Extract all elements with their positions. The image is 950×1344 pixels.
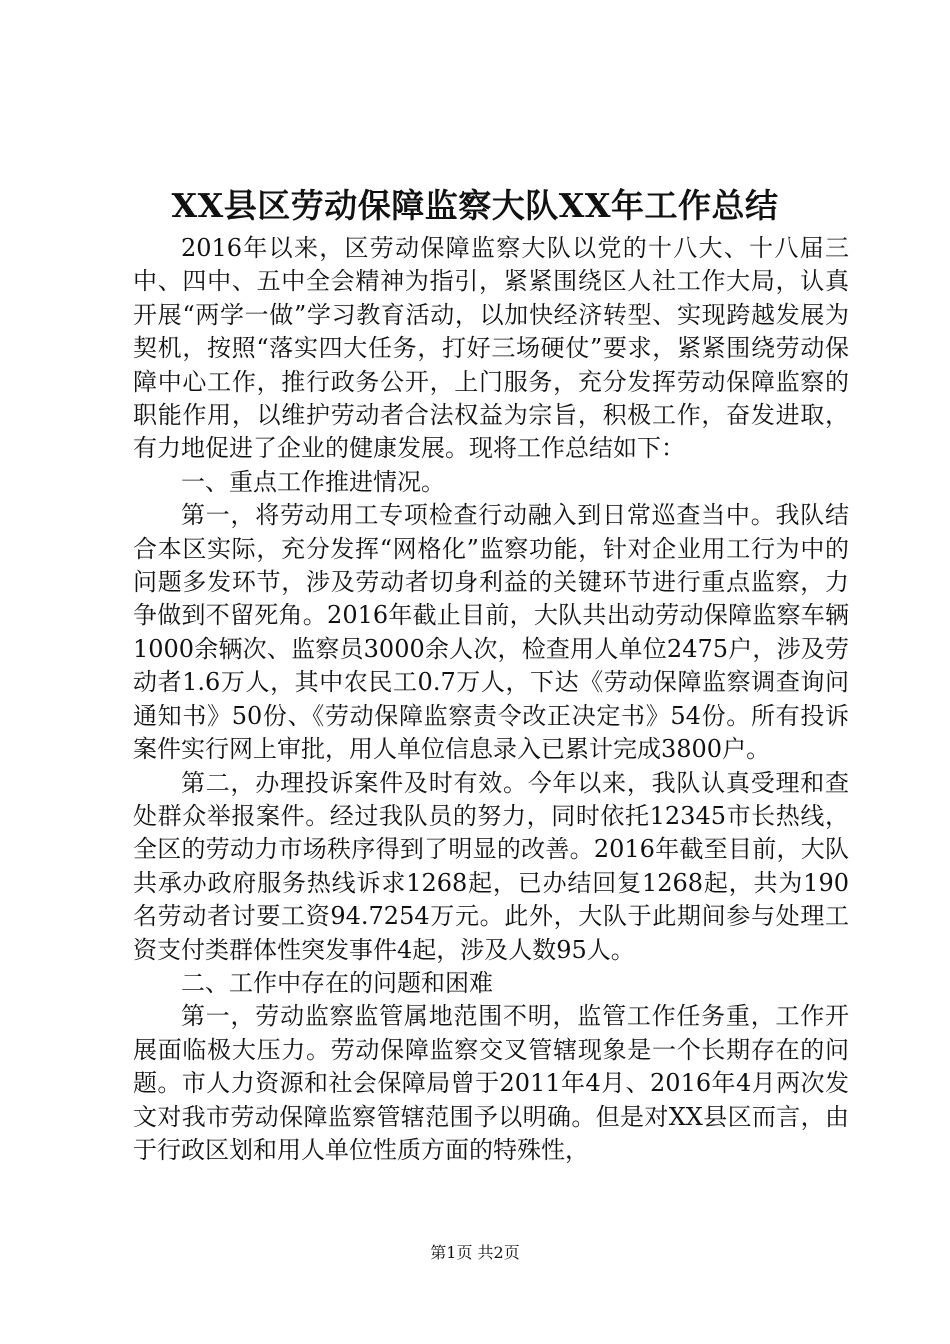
page-number-footer: 第1页 共2页: [430, 1243, 520, 1262]
section-heading-problems: 二、工作中存在的问题和困难: [181, 968, 493, 997]
document-title: XX县区劳动保障监察大队XX年工作总结: [171, 186, 779, 225]
paragraph-inspection: 第一，将劳动用工专项检查行动融入到日常巡查当中。我队结合本区实际，充分发挥“网格化”监察功能，针对企业用工行为中的问题多发环节，涉及劳动者切身利益的关键环节进行重点监察，力争做到不留死角。2016年截止目前，大队共出动劳动保障监察车辆1000余辆次、监察员3000余人次，检查用人单位2475户，涉及劳动者1.6万人，其中农民工0.7万人，下达《劳动保障监察调查询问通知书》50份、《劳动保障监察责令改正决定书》54份。所有投诉案件实行网上审批，用人单位信息录入已累计完成3800户。: [133, 501, 849, 764]
paragraph-complaints: 第二，办理投诉案件及时有效。今年以来，我队认真受理和查处群众举报案件。经过我队员的努力，同时依托12345市长热线，全区的劳动力市场秩序得到了明显的改善。2016年截至目前，大队共承办政府服务热线诉求1268起，已办结回复1268起，共为190名劳动者讨要工资94.7254万元。此外，大队于此期间参与处理工资支付类群体性突发事件4起，涉及人数95人。: [133, 768, 849, 964]
document-body: [133, 232, 849, 1167]
paragraph-intro: 2016年以来，区劳动保障监察大队以党的十八大、十八届三中、四中、五中全会精神为指引，紧紧围绕区人社工作大局，认真开展“两学一做”学习教育活动，以加快经济转型、实现跨越发展为契机，按照“落实四大任务，打好三场硬仗”要求，紧紧围绕劳动保障中心工作，推行政务公开，上门服务，充分发挥劳动保障监察的职能作用，以维护劳动者合法权益为宗旨，积极工作，奋发进取，有力地促进了企业的健康发展。现将工作总结如下：: [133, 234, 849, 463]
paragraph-jurisdiction: 第一，劳动监察监管属地范围不明，监管工作任务重，工作开展面临极大压力。劳动保障监察交叉管辖现象是一个长期存在的问题。市人力资源和社会保障局曾于2011年4月、2016年4月两次发文对我市劳动保障监察管辖范围予以明确。但是对XX县区而言，由于行政区划和用人单位性质方面的特殊性，: [133, 1002, 849, 1164]
section-heading-key-work: 一、重点工作推进情况。: [181, 467, 445, 496]
